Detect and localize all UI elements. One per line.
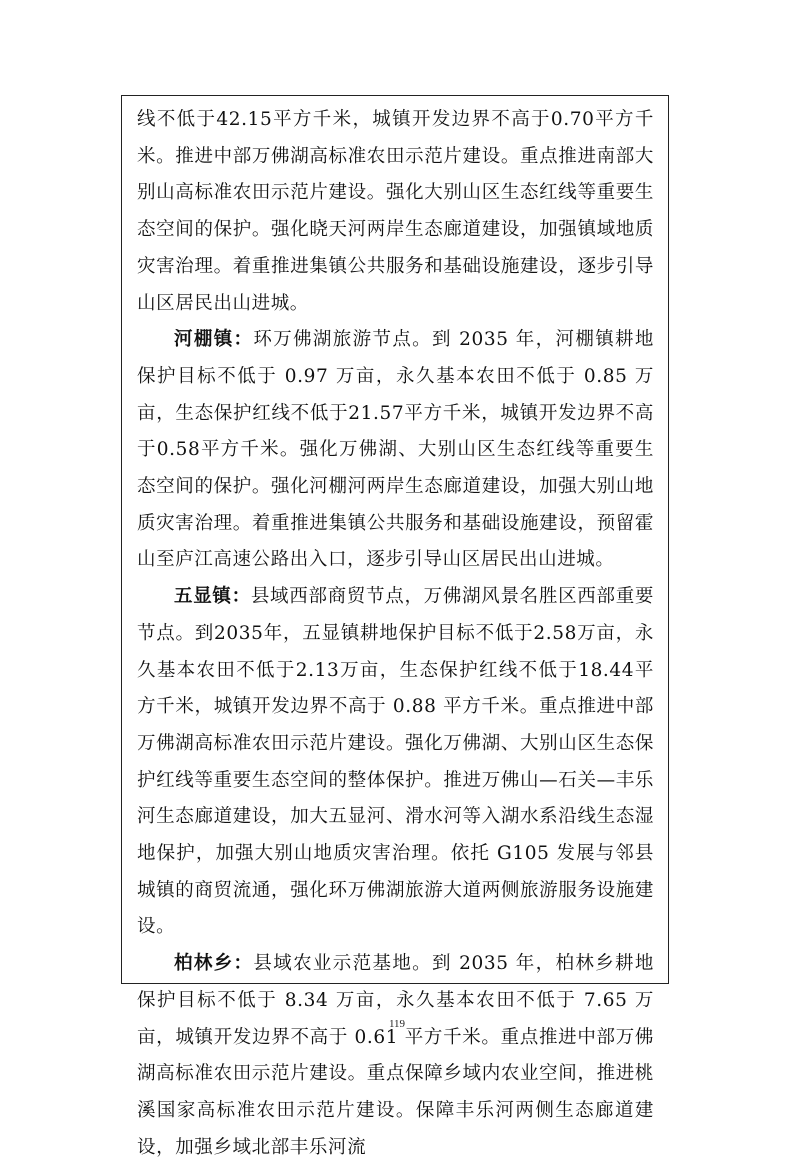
- paragraph-lead: 柏林乡：: [174, 953, 254, 975]
- paragraph-lead: 五显镇：: [174, 586, 251, 608]
- page-number: 119: [388, 1018, 406, 1030]
- paragraph-text: 环万佛湖旅游节点。到 2035 年，河棚镇耕地保护目标不低于 0.97 万亩，永久基本农田不低于 0.85 万亩，生态保护红线不低于21.57平方千米，城镇开发边界不高于0.58平方千米。强化万佛湖、大别山区生态红线等重要生态空间的保护。强化河棚河两岸生态廊道建设，加强大别山地质灾害治理。着重推进集镇公共服务和基础设施建设，预留霍山至庐江高速公路出入口，逐步引导山区居民出山进城。: [137, 329, 654, 571]
- paragraph-text: 线不低于42.15平方千米，城镇开发边界不高于0.70平方千米。推进中部万佛湖高标准农田示范片建设。重点推进南部大别山高标准农田示范片建设。强化大别山区生态红线等重要生态空间的保护。强化晓天河两岸生态廊道建设，加强镇域地质灾害治理。着重推进集镇公共服务和基础设施建设，逐步引导山区居民出山进城。: [137, 109, 654, 314]
- paragraph-bailin-township: [137, 946, 654, 1166]
- paragraph-lead: 河棚镇：: [174, 329, 254, 351]
- paragraph-text: 县域西部商贸节点，万佛湖风景名胜区西部重要节点。到2035年，五显镇耕地保护目标不低于2.58万亩，永久基本农田不低于2.13万亩，生态保护红线不低于18.44平方千米，城镇开发边界不高于 0.88 平方千米。重点推进中部万佛湖高标准农田示范片建设。强化万佛湖、大别山区生态保护红线等重要生态空间的整体保护。推进万佛山—石关—丰乐河生态廊道建设，加大五显河、滑水河等入湖水系沿线生态湿地保护，加强大别山地质灾害治理。依托 G105 发展与邻县城镇的商贸流通，强化环万佛湖旅游大道两侧旅游服务设施建设。: [137, 586, 655, 938]
- paragraph-wuxian-town: [137, 579, 654, 946]
- paragraph-text: 县域农业示范基地。到 2035 年，柏林乡耕地保护目标不低于 8.34 万亩，永久基本农田不低于 7.65 万亩，城镇开发边界不高于 0.61 平方千米。重点推进中部万佛湖高标准农田示范片建设。重点保障乡域内农业空间，推进桃溪国家高标准农田示范片建设。保障丰乐河两侧生态廊道建设，加强乡域北部丰乐河流: [137, 953, 654, 1158]
- paragraph-continuation: [137, 102, 654, 322]
- paragraph-hepeng-town: [137, 322, 654, 579]
